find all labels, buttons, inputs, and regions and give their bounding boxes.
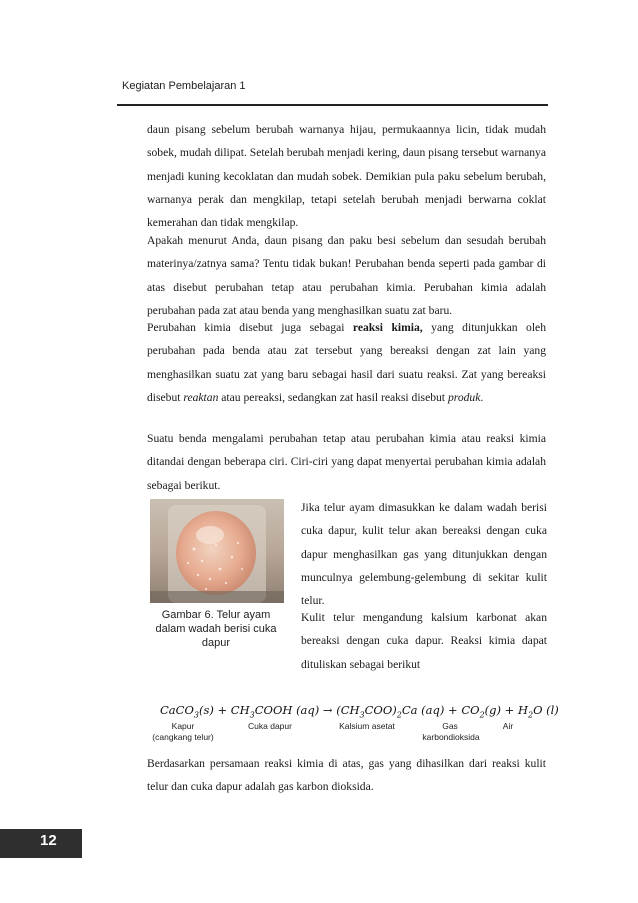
paragraph-6: Kulit telur mengandung kalsium karbonat akan bereaksi dengan cuka dapur. Reaksi kimia dapat dituliskan sebagai berikut bbox=[301, 611, 547, 671]
paragraph-3-text: yang ditunjukkan oleh perubahan pada benda atau zat tersebut yang bereaksi dengan zat lain yang menghasilkan suatu zat yang baru sebagai hasil dari suatu reaksi. Zat yang bereaksi disebut bbox=[147, 321, 547, 404]
paragraph-1: daun pisang sebelum berubah warnanya hijau, permukaannya licin, tidak mudah sobek, mudah dilipat. Setelah berubah menjadi kering, daun pisang tersebut warnanya menjadi kuning kecoklatan dan mudah sobek. Demikian pula paku sebelum berubah, warnanya perak dan mengkilap, tetapi setelah berubah menjadi berwarna coklat kemerahan dan tidak mengkilap. bbox=[147, 123, 546, 230]
paragraph-3 bbox=[147, 316, 546, 409]
figure-caption: Gambar 6. Telur ayam dalam wadah berisi cuka dapur bbox=[155, 609, 277, 649]
label-gas: Gas bbox=[442, 721, 458, 731]
label-cangkang-telur: (cangkang telur) bbox=[152, 732, 214, 742]
paragraph-3-text: Perubahan kimia disebut juga sebagai bbox=[147, 321, 353, 334]
page-number: 12 bbox=[40, 832, 57, 849]
label-cuka-dapur: Cuka dapur bbox=[248, 721, 292, 731]
label-kalsium-asetat: Kalsium asetat bbox=[339, 721, 395, 731]
label-karbondioksida: karbondioksida bbox=[422, 732, 480, 742]
paragraph-2: Apakah menurut Anda, daun pisang dan paku besi sebelum dan sesudah berubah materinya/zatnya sama? Tentu tidak bukan! Perubahan benda seperti pada gambar di atas disebut perubahan tetap atau perubahan kimia. Perubahan kimia adalah perubahan pada zat atau benda yang menghasilkan suatu zat baru. bbox=[147, 234, 546, 317]
label-kapur: Kapur bbox=[171, 721, 195, 731]
running-header: Kegiatan Pembelajaran 1 bbox=[122, 80, 246, 92]
term-produk: produk bbox=[447, 390, 481, 404]
header-rule bbox=[117, 104, 548, 106]
term-reaktan: reaktan bbox=[183, 390, 219, 404]
paragraph-3-text: . bbox=[480, 390, 484, 404]
term-reaksi-kimia: reaksi kimia, bbox=[352, 321, 423, 334]
paragraph-7: Berdasarkan persamaan reaksi kimia di atas, gas yang dihasilkan dari reaksi kulit telur dan cuka dapur adalah gas karbon dioksida. bbox=[147, 757, 546, 794]
chemical-equation: CaCO$_3$(s) + $CH_3COOH$ $(aq) \to (CH_3COO)_2Ca$ $(aq) + CO_2(g) + H_2O$ (l) bbox=[160, 703, 559, 720]
label-air: Air bbox=[502, 721, 514, 731]
paragraph-3-text: atau pereaksi, sedangkan zat hasil reaksi disebut bbox=[218, 390, 448, 404]
egg-in-vinegar-photo bbox=[150, 499, 284, 603]
paragraph-4: Suatu benda mengalami perubahan tetap atau perubahan kimia atau reaksi kimia ditandai dengan beberapa ciri. Ciri-ciri yang dapat menyertai perubahan kimia adalah sebagai berikut. bbox=[147, 432, 546, 492]
paragraph-5: Jika telur ayam dimasukkan ke dalam wadah berisi cuka dapur, kulit telur akan bereaksi dengan cuka dapur menghasilkan gas yang ditunjukkan dengan munculnya gelembung-gelembung di sekitar kulit telur. bbox=[301, 501, 547, 608]
